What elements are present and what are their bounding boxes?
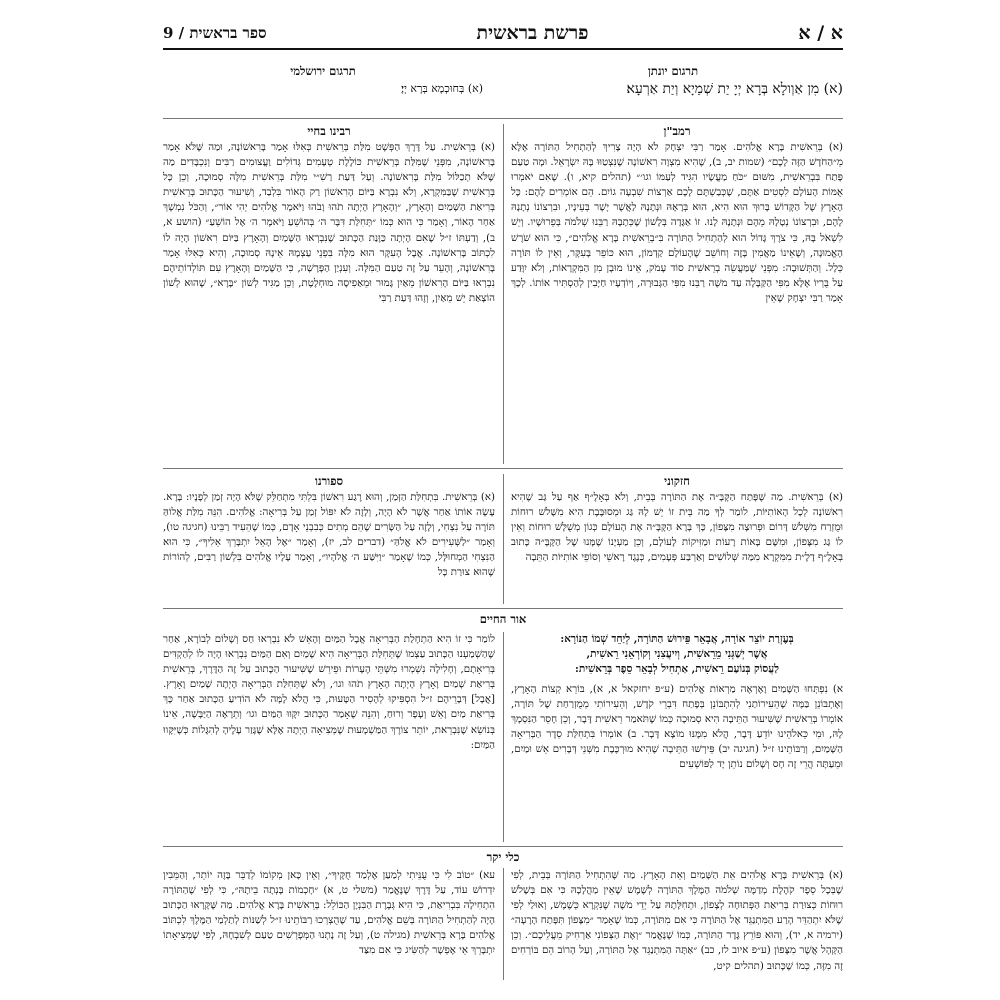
- kli-yakar-right: [511, 868, 843, 980]
- intro-line: לַעֲסוֹק בְּנוֹעַם רֵאשִׁית, אַתְחִיל לְבָאֵר סֵפֶר בְּרֵאשִׁית:: [575, 663, 779, 675]
- section-title: רבינו בחיי: [307, 124, 351, 138]
- section-text: לוֹמַר כִּי זוֹ הִיא הַתְחָלַת הַבְּרִיאָה אֲבָל הַמַּיִם וְהָאֵשׁ לֹא נִבְרְאוּ חַס וְשָׁלוֹם לְבוֹרָא, אַחַר שֶׁהַשְׁמַעְנוּ הַכָּתוּב עַצְמוֹ שֶׁתְּחִלַּת הַבְּרִיאָה הִיא שָׁמַיִם וְאִם הַמַּיִם נִבְרְאוּ הָיָה לוֹ לְהַקְדִּים בְּרִיאָתָם, וְחָלִילָה נִשְׁמְרוּ מִשְּׁתֵּי הֶעָרוֹת וּפֵירֵשׁ שֶׁשִּׁיעוּר הַכָּתוּב עַל זֶה הַדֶּרֶךְ, בְּרֵאשִׁית בְּרִיאַת שָׁמַיִם וָאָרֶץ הָיְתָה הָאָרֶץ תֹהוּ וגו׳, וְלֹא שֶׁתְּחִלַּת הַבְּרִיאָה הָיְתָה שָׁמַיִם וָאָרֶץ. [אֲבָל] דְּבָרֵיהֶם ז״ל הִסְפִּיקוּ לְהָסִיר הַטָּעוּת, כִּי הֲלֹא לָמָּה לֹא הוֹדִיעַ הַכָּתוּב אַחַר כָּךְ בְּרִיאַת מַיִם וָאֵשׁ וְעָפָר וְרוּחַ, וְהִנֵּה שֶׁאָמַר הַכָּתוּב יִקָּווּ הַמַּיִם וגו׳ וְתֵרָאֶה הַיַּבָּשָׁה, אֵינוֹ בְּנוֹשֵׂא שֶׁנִּבְרֵאת, יוֹתֵר צוֹרֶךְ הַמַּשְׁמָעוּת שֶׁמְּצִיאָה הָיְתָה אֶלָּא שֶׁגָּזַר עָלֶיהָ לְהִגָּלוֹת כְּשֶׁיִּקָּווּ הַמַּיִם:: [163, 634, 495, 751]
- intro-line: בְּעֶזְרַת יוֹצֵר אוֹרָה, אֲבָאֵר פֵּירוּשׁ הַתּוֹרָה, לְיַחֵד שְׁמוֹ הַנּוֹרָא:: [560, 633, 794, 645]
- section-title: תרגום יונתן: [647, 64, 699, 78]
- section-title: כלי יקר: [486, 850, 520, 864]
- chizkuni: [511, 474, 843, 604]
- sforno: [163, 474, 495, 604]
- section-text: (א) בְּרֵאשִׁית בָּרָא אֱלֹהִים. אָמַר רַבִּי יִצְחָק לֹא הָיָה צָרִיךְ לְהַתְחִיל הַתּוֹרָה אֶלָּא מֵ״הַחֹדֶשׁ הַזֶּה לָכֶם״ (שמות יב, ב), שֶׁהִיא מִצְוָה רִאשׁוֹנָה שֶׁנִּצְטַוּוּ בָּהּ יִשְׂרָאֵל. וּמָה טַעַם פָּתַח בִּבְרֵאשִׁית, מִשּׁוּם ״כֹּחַ מַעֲשָׂיו הִגִּיד לְעַמּוֹ וגו׳״ (תהלים קיא, ו). שֶׁאִם יֹאמְרוּ אֻמּוֹת הָעוֹלָם לִסְטִים אַתֶּם, שֶׁכְּבַשְׁתֶּם לָכֶם אַרְצוֹת שִׁבְעָה גוֹיִם. הֵם אוֹמְרִים לָהֶם: כָּל הָאָרֶץ שֶׁל הַקָּדוֹשׁ בָּרוּךְ הוּא הִיא, הוּא בְּרָאָהּ וּנְתָנָהּ לַאֲשֶׁר יָשָׁר בְּעֵינָיו, וּבִרְצוֹנוֹ נְתָנָהּ לָהֶם, וּבִרְצוֹנוֹ נְטָלָהּ מֵהֶם וּנְתָנָהּ לָנוּ. זוֹ אַגָּדָה בְּלָשׁוֹן שֶׁכְּתָבָהּ רַבֵּנוּ שְׁלֹמֹה בְּפֵרוּשָׁיו. וְיֵשׁ לִשְׁאֹל בָּהּ, כִּי צֹרֶךְ גָּדוֹל הוּא לְהַתְחִיל הַתּוֹרָה בִּ״בְרֵאשִׁית בָּרָא אֱלֹהִים״, כִּי הוּא שֹׁרֶשׁ הָאֱמוּנָה, וְשֶׁאֵינוֹ מַאֲמִין בָּזֶה וְחוֹשֵׁב שֶׁהָעוֹלָם קַדְמוֹן, הוּא כּוֹפֵר בָּעִקָּר, וְאֵין לוֹ תּוֹרָה כְּלָל. וְהַתְּשׁוּבָה: מִפְּנֵי שֶׁמַּעֲשֵׂה בְרֵאשִׁית סוֹד עָמֹק, אֵינוֹ מוּבָן מִן הַמִּקְרָאוֹת, וְלֹא יִוָּדַע עַל בֻּרְיוֹ אֶלָּא מִפִּי הַקַּבָּלָה עַד משֶׁה רַבֵּנוּ מִפִּי הַגְּבוּרָה, וְיוֹדְעָיו חַיָּבִין לְהַסְתִּיר אוֹתוֹ. לְכָךְ אָמַר רַבִּי יִצְחָק שֶׁאֵין: [511, 142, 843, 304]
- or-hachaim-right: [511, 682, 843, 842]
- column-divider: [503, 868, 504, 980]
- or-hachaim-intro: [511, 632, 843, 680]
- header-parsha: פרשת בראשית: [476, 21, 589, 44]
- page: [163, 18, 843, 982]
- section-title: ספורנו: [314, 474, 344, 488]
- section-text: (א) בְּרֵאשִׁית. בִּתְחִלַּת הַזְּמַן, וְהוּא רֶגַע רִאשׁוֹן בִּלְתִּי מִתְחַלֵּק שֶׁלֹּא הָיָה זְמַן לְפָנָיו: בָּרָא. עָשָׂה אוֹתוֹ אַחַר אֲשֶׁר לֹא הָיָה, וְלָזֶה לֹא יִפּוֹל זְמַן עַל בְּרִיאָה: אֱלֹהִים. הִנֵּה מִלַּת אֱלוֹהַּ תּוֹרֶה עַל נִצְחִי, וְלָזֶה עַל הַשָּׂרִים שֶׁהֵם מְתִים כְּבִבְנֵי אָדָם, כְּמוֹ שֶׁהֵעִיד רַבֵּינוּ (חגיגה טו), וְאָמַר ״לַשְּׁעִירִים לֹא אֱלֹהַּ״ (דברים לב, יז), וְאָמַר ״אֶל הָאֵל יִתְבָּרֵךְ אֵלִיךָ״, כִּי הוּא הַנִּצְחִי הַמְחוּלָּל, כְּמוֹ שֶׁאָמַר ״וַיִּשַּׁע ה׳ אֱלֹהָיו״, וְאָמַר עָלָיו אֱלֹהִים בִּלְשׁוֹן רַבִּים, לְהוֹרוֹת שֶׁהוּא צוּרַת כָּל: [163, 492, 495, 579]
- targum-yonatan: [503, 64, 843, 114]
- section-title: תרגום ירושלמי: [290, 64, 356, 78]
- intro-line: אֲשֶׁר יְשַׁגְּנִי מֵרֵאשִׁית, וְיִיעֲצִנִי וְקוֹרְאֵנִי רֵאשִׁית,: [586, 648, 768, 660]
- section-text: (א) בְּרֵאשִׁית. מַה שֶּׁפָּתַח הַקָּבָּ״ה אֶת הַתּוֹרָה בְּבֵית, וְלֹא בְּאָלֶ״ף אַף עַל גַּב שֶׁהִיא רִאשׁוֹנָה לְכָל הָאוֹתִיּוֹת, לוֹמַר לְךָ מַה בֵּית זוֹ יֵשׁ לָהּ גַּג וּמְסוּבֶּבֶת הִיא מִשָּׁלֹשׁ רוּחוֹת וּמֻזְרַח מִשְּׁלֹשׁ דָּרוֹם וּפְרוּצָה מִצָּפוֹן, כָּךְ בָּרָא הַקָּבָּ״ה אֶת הָעוֹלָם כְּגוֹן מְשֻׁלָּשׁ רוּחוֹת וְאֵין לוֹ גַּג מִצָּפוֹן, וּמִשָּׁם בָּאוֹת רָעוֹת וּמַזִּיקוֹת לָעוֹלָם, וְכֵן מַעְיָנוֹ שֶׁמָּנוּ שֶׁל הַקָּבָּ״ה כָּתוּב בְּאָלֶ״ף דָלֶ״ת מִמִּקְרָא מִמַּה שְּׁלוֹשִׁים וְאַרְבַּע פְּעָמִים, כְּנֶגֶד רָאשֵׁי וְסוֹפֵי אוֹתִיּוֹת הַתֵּבָה: [511, 492, 843, 564]
- header-book-page: ספר בראשית / 9: [163, 23, 267, 42]
- header-chapter-verse: א / א: [798, 21, 843, 44]
- section-title: רמב"ן: [663, 124, 691, 138]
- column-divider: [503, 632, 504, 842]
- or-hachaim-title: [163, 612, 843, 632]
- divider: [163, 846, 843, 847]
- divider: [163, 468, 843, 469]
- section-title: חזקוני: [664, 474, 690, 488]
- commentary-area: [163, 56, 843, 982]
- section-text: עא) ״טוֹב לִי כִּי עֻנֵּיתִי לְמַעַן אֶלְמַד חֻקֶּיךָ״, וְאֵין כָּאן מְקוֹמוֹ לְדַבֵּר בָּזֶה יוֹתֵר, וְהַמֵּבִין יִדְרוֹשׁ עוֹד, עַל דֶּרֶךְ שֶׁנֶּאֱמַר (משלי ט, א) ״חָכְמוֹת בָּנְתָה בֵיתָהּ״, כִּי לְפִי שֶׁהַתּוֹרָה הִתְחִילָה בִּבְרִיאַת, כִּי הִיא גְּבֶרֶת הַבִּנְיָן הַכּוֹלֵל: בְּרֵאשִׁית בָּרָא אֱלֹהִים. מַה שֶּׁקָּרָאוּ הַכָּתוּב הָיָה לְהַתְחִיל הַתּוֹרָה בְּשֵׁם אֱלֹהִים, עַד שֶׁהֻצְרְכוּ רַבּוֹתֵינוּ ז״ל לְשַׁנּוֹת לְתַלְמַי הַמֶּלֶךְ לִכְתּוֹב אֱלֹהִים בָּרָא בְּרֵאשִׁית (מגילה ט), וְעַל זֶה נָתְנוּ הַמְּפָרְשִׁים טַעַם לְשִׁבְחָהּ, לְפִי שֶׁמְּצִיאָתוֹ יִתְבָּרֵךְ אֵי אֶפְשָׁר לְהַשִּׂיג כִּי אִם מִצַּד: [163, 870, 495, 957]
- column-divider: [503, 124, 504, 464]
- divider: [163, 608, 843, 609]
- section-text: (א) בְּרֵאשִׁית. עַל דֶּרֶךְ הַפְּשָׁט מִלַּת בְּרֵאשִׁית כְּאִלּוּ אָמַר בָּרִאשׁוֹנָה, וּמַה שֶּׁלֹּא אָמַר בָּרִאשׁוֹנָה, מִפְּנֵי שֶׁמִּלַּת בְּרֵאשִׁית כּוֹלֶלֶת טְעָמִים גְּדוֹלִים וַעֲצוּמִים רַבִּים וְנִכְבָּדִים מַה שֶּׁלֹּא תְכַלּוֹל מִלַּת בָּרִאשׁוֹנָה. וְעַל דַּעַת רַשִׁ״י מִלַּת בְּרֵאשִׁית מִלָּה סְמוּכָה, וְכֵן כָּל בְּרֵאשִׁית שֶׁבַּמִּקְרָא, וְלֹא נִבְרָא בַּיּוֹם הָרִאשׁוֹן רַק הָאוֹר בִּלְבַד, וְשִׁיעוּר הַכָּתוּב בְּרֵאשִׁית בְּרִיאַת הַשָּׁמַיִם וְהָאָרֶץ, ״וְהָאָרֶץ הָיְתָה תֹהוּ וָבֹהוּ וַיֹּאמֶר אֱלֹהִים יְהִי אוֹר״, וְהַכֹּל נִמְשָׁךְ אַחַר הָאוֹר, וְאָמַר כִּי הוּא כְּמוֹ ״תְּחִלַּת דִּבֶּר ה׳ בְּהוֹשֵׁעַ וַיֹּאמֶר ה׳ אֶל הוֹשֵׁעַ״ (הושע א, ב), וְדַעְתּוֹ ז״ל שֶׁאִם הָיְתָה כַּוָּנַת הַכָּתוּב שֶׁנִּבְרְאוּ הַשָּׁמַיִם וְהָאָרֶץ בַּיּוֹם רִאשׁוֹן הָיָה לוֹ לִכְתּוֹב בָּרִאשׁוֹנָה. אֲבָל הָעִקָּר הוּא מִלָּה בִּפְנֵי עַצְמָהּ אֵינָהּ סְמוּכָה, וְהִיא כְּאִלּוּ אָמַר בָּרִאשׁוֹנָה, וְהָעֵד עַל זֶה טַעַם הַמִּלָּה. וְעִנְיַן הַפָּרָשָׁה, כִּי הַשָּׁמַיִם וְהָאָרֶץ עִם תּוֹלְדוֹתֵיהֶם נִבְרְאוּ בַּיּוֹם הָרִאשׁוֹן מֵאַיִן גָּמוּר וּמֵאַפִיסָה מוּחְלֶטֶת, וְכֵן מַגִּיד לְשׁוֹן ״בָּרָא״, שֶׁהוּא לְשׁוֹן הוֹצָאַת יֵשׁ מֵאַיִן, וְזֶהוּ דַּעַת רַבִּי: [163, 142, 495, 304]
- divider: [163, 118, 843, 119]
- rabbeinu-bachya: [163, 124, 495, 464]
- column-divider: [503, 474, 504, 604]
- kli-yakar-title: [163, 850, 843, 868]
- targum-yerushalmi: [163, 64, 483, 114]
- running-header: [163, 18, 843, 50]
- ramban: [511, 124, 843, 464]
- section-text: (א) מִן אַוְולָא בְּרָא יְיָ יַת שְׁמַיָא וְיַת אַרְעָא׃: [626, 81, 843, 97]
- or-hachaim-left: [163, 632, 495, 842]
- section-text: (א) בְּרֵאשִׁית בָּרָא אֱלֹהִים אֵת הַשָּׁמַיִם וְאֵת הָאָרֶץ. מַה שֶּׁהִתְחִיל הַתּוֹרָה בְּבֵית, לְפִי שֶׁבְּכָל סֵפֶר קֹהֶלֶת מְדַמֶּה שְׁלֹמֹה הַמֶּלֶךְ הַתּוֹרָה לְשֶׁמֶשׁ שֶׁאֵין מַהֲלָכָהּ כִּי אִם בְּשָׁלֹשׁ רוּחוֹת כְּצוּרַת בְּרִיאַת הַפְּתוּחָה לְצָפוֹן, וּתְחִלָּתָהּ עַל יְדֵי משֶׁה שֶׁנִּקְרָא כְּשֶׁמֶשׁ, וְאוּלַי לְפִי שֶׁלֹּא יִתְהַדֵּר הָרַע הַמִּתְנַגֵּד אֶל הַתּוֹרָה כִּי אִם מִתּוֹרָה, כְּמוֹ שֶׁאָמַר ״מִצָּפוֹן תִּפָּתַח הָרָעָה״ (ירמיה א, יד), וְהוּא פּוֹרֵץ גֶּדֶר הַתּוֹרָה, כְּמוֹ שֶׁנֶּאֱמַר ״וְאֶת הַצְּפוֹנִי אַרְחִיק מֵעֲלֵיכֶם״. וְכֵן הַקָּהָל אֲשֶׁר מִצָּפוֹן (ע״פ איוב לז, כב) ״אַתָּה הַמִּתְנַגֵּד אֶל הַתּוֹרָה, וְעַל הָרוֹב הֵם בּוֹרְחִים זֶה מִזֶּה, כְּמוֹ שֶׁכָּתוּב (תהלים קיט,: [511, 870, 843, 972]
- section-text: (א) בְּחוּכְמָא בְּרָא יְיָ׃: [401, 82, 483, 95]
- kli-yakar-left: [163, 868, 495, 980]
- section-text: א) נִפְתְּחוּ הַשָּׁמַיִם וָאֶרְאֶה מַרְאוֹת אֱלֹהִים (ע״פ יחזקאל א, א), בּוֹרֵא קְצוֹת הָאָרֶץ, וְאֶתְבּוֹנֵן בַּמֶּה שֶׁהֵעִירוֹתַנִי לְהִתְבּוֹנֵן בְּפֶתַח דִּבְרֵי קֹדֶשׁ, וְהֵעִירוֹתִי מְמֻזְרַחַת שֶׁל תּוֹרָה, אוֹמְרוֹ בְּרֵאשִׁית שֶׁשִּׁיעוּר הַתֵּיבָה הִיא סְמוּכָה כְּמוֹ שֶׁתֹּאמַר רֵאשִׁית דָּבָר, וְכֵן חָסֵר הַנִּסְמָךְ לָהּ, וּמִי כֵּאלֹהֵינוּ יוֹדֵעַ דָּבָר, הֲלֹא מִמֶּנּוּ מוֹצָא דָּבָר. ב) אוֹמְרוֹ בִּתְחִלַּת סֵדֶר הַבְּרִיאָה הַשָּׁמַיִם, וְרַבּוֹתֵינוּ ז״ל (חגיגה יב) פֵּירְשׁוּ הַתֵּיבָה שֶׁהִיא מוּרְכֶּבֶת מִשְּׁנֵי דְּבָרִים אֵשׁ וּמַיִם, וּמֵעַתָּה הֲרֵי זֶה חָס וְשָׁלוֹם נוֹתֵן יָד לַפּוֹשְׁעִים: [511, 684, 843, 771]
- section-title: אור החיים: [479, 612, 527, 626]
